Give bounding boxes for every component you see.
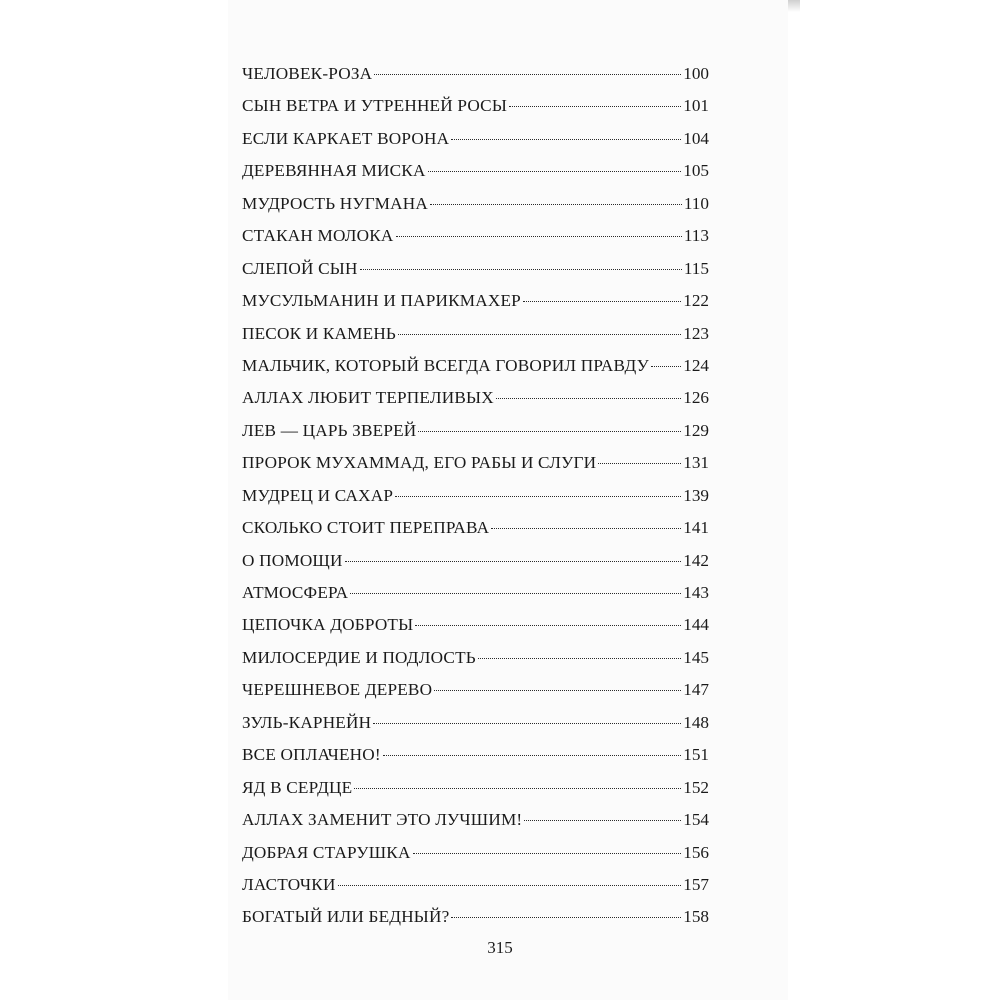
toc-entry-title: ДЕРЕВЯННАЯ МИСКА <box>242 161 426 181</box>
dot-leader <box>396 236 682 237</box>
toc-entry-page: 122 <box>683 291 709 311</box>
toc-entry <box>242 648 709 680</box>
toc-entry <box>242 96 709 128</box>
toc-entry-page: 151 <box>683 745 709 765</box>
toc-entry-title: БОГАТЫЙ ИЛИ БЕДНЫЙ? <box>242 907 450 927</box>
dot-leader <box>451 917 681 918</box>
toc-entry-title: АТМОСФЕРА <box>242 583 349 602</box>
toc-entry-title: МИЛОСЕРДИЕ И ПОДЛОСТЬ <box>242 647 476 667</box>
toc-entry-page: 129 <box>683 420 709 440</box>
toc-entry-title: ПЕСОК И КАМЕНЬ <box>242 323 396 343</box>
toc-entry-page: 148 <box>683 712 709 732</box>
toc-entry-page: 124 <box>683 355 709 375</box>
toc-entry-page: 105 <box>683 161 709 181</box>
dot-leader <box>338 885 682 886</box>
toc-entry-page: 158 <box>683 907 709 927</box>
toc-entry <box>242 129 709 161</box>
toc-entry <box>242 745 709 777</box>
page-number: 315 <box>487 938 513 957</box>
dot-leader <box>395 496 681 497</box>
toc-entry-title: СТАКАН МОЛОКА <box>242 226 394 246</box>
toc-entry-title: ПРОРОК МУХАММАД, ЕГО РАБЫ И СЛУГИ <box>242 453 597 473</box>
toc-entry <box>242 713 709 745</box>
toc-entry <box>242 226 709 258</box>
toc-entry-page: 142 <box>683 550 709 570</box>
toc-entry-page: 126 <box>683 388 709 408</box>
dot-leader <box>345 561 682 562</box>
toc-entry-title: МАЛЬЧИК, КОТОРЫЙ ВСЕГДА ГОВОРИЛ ПРАВДУ <box>242 355 650 375</box>
table-of-contents <box>242 64 709 940</box>
toc-entry-page: 101 <box>683 96 709 116</box>
toc-entry-page: 115 <box>683 258 709 278</box>
dot-leader <box>496 398 681 399</box>
toc-entry <box>242 291 709 323</box>
dot-leader <box>430 204 682 205</box>
dot-leader <box>415 625 681 626</box>
toc-entry <box>242 356 709 388</box>
toc-entry-page: 152 <box>683 777 709 797</box>
dot-leader <box>373 723 681 724</box>
toc-entry-page: 157 <box>683 874 709 894</box>
toc-entry <box>242 810 709 842</box>
toc-entry <box>242 778 709 810</box>
dot-leader <box>434 690 681 691</box>
toc-entry-page: 139 <box>683 485 709 505</box>
toc-entry <box>242 518 709 550</box>
toc-entry-title: ЕСЛИ КАРКАЕТ ВОРОНА <box>242 128 450 148</box>
toc-entry <box>242 843 709 875</box>
dot-leader <box>413 853 682 854</box>
toc-entry-page: 154 <box>683 810 709 830</box>
toc-entry-title: ЛАСТОЧКИ <box>242 874 336 894</box>
toc-entry <box>242 421 709 453</box>
toc-entry-page: 141 <box>683 518 709 538</box>
toc-entry <box>242 194 709 226</box>
toc-entry <box>242 907 709 939</box>
toc-entry-page: 123 <box>683 323 709 343</box>
toc-entry-title: СЛЕПОЙ СЫН <box>242 258 358 278</box>
dot-leader <box>374 74 681 75</box>
toc-entry-title: ЧЕЛОВЕК-РОЗА <box>242 64 373 83</box>
toc-entry-page: 113 <box>683 226 709 246</box>
toc-entry-title: ЗУЛЬ-КАРНЕЙН <box>242 712 372 732</box>
toc-entry-page: 104 <box>683 128 709 148</box>
toc-entry-page: 100 <box>683 64 709 83</box>
dot-leader <box>350 593 681 594</box>
toc-entry-page: 144 <box>683 615 709 635</box>
dot-leader <box>354 788 681 789</box>
toc-entry <box>242 680 709 712</box>
toc-entry-title: ДОБРАЯ СТАРУШКА <box>242 842 411 862</box>
toc-entry-page: 131 <box>683 453 709 473</box>
toc-entry <box>242 324 709 356</box>
toc-entry <box>242 583 709 615</box>
toc-entry-title: О ПОМОЩИ <box>242 550 343 570</box>
dot-leader <box>398 334 681 335</box>
dot-leader <box>651 366 681 367</box>
toc-entry-title: ВСЕ ОПЛАЧЕНО! <box>242 745 381 765</box>
toc-entry <box>242 161 709 193</box>
dot-leader <box>491 528 681 529</box>
toc-entry-page: 145 <box>683 647 709 667</box>
toc-entry-title: ЛЕВ — ЦАРЬ ЗВЕРЕЙ <box>242 420 417 440</box>
toc-entry <box>242 875 709 907</box>
toc-entry <box>242 615 709 647</box>
toc-entry <box>242 388 709 420</box>
dot-leader <box>451 139 681 140</box>
toc-entry-title: ЧЕРЕШНЕВОЕ ДЕРЕВО <box>242 680 433 700</box>
dot-leader <box>360 269 682 270</box>
dot-leader <box>598 463 681 464</box>
toc-entry-title: ЦЕПОЧКА ДОБРОТЫ <box>242 615 414 635</box>
toc-entry-title: СЫН ВЕТРА И УТРЕННЕЙ РОСЫ <box>242 96 508 116</box>
dot-leader <box>509 106 681 107</box>
toc-entry-title: АЛЛАХ ЛЮБИТ ТЕРПЕЛИВЫХ <box>242 388 494 408</box>
toc-entry-page: 143 <box>683 583 709 602</box>
dot-leader <box>523 301 681 302</box>
toc-entry-page: 147 <box>683 680 709 700</box>
toc-entry-page: 156 <box>683 842 709 862</box>
toc-entry <box>242 259 709 291</box>
dot-leader <box>478 658 681 659</box>
toc-entry <box>242 486 709 518</box>
toc-entry-title: ЯД В СЕРДЦЕ <box>242 777 353 797</box>
toc-entry <box>242 64 709 96</box>
toc-entry <box>242 453 709 485</box>
toc-entry-page: 110 <box>683 193 709 213</box>
toc-entry-title: АЛЛАХ ЗАМЕНИТ ЭТО ЛУЧШИМ! <box>242 810 523 830</box>
toc-entry-title: СКОЛЬКО СТОИТ ПЕРЕПРАВА <box>242 518 490 538</box>
dot-leader <box>418 431 681 432</box>
dot-leader <box>524 820 681 821</box>
dot-leader <box>428 171 682 172</box>
toc-entry <box>242 551 709 583</box>
toc-entry-title: МУДРЕЦ И САХАР <box>242 485 394 505</box>
toc-entry-title: МУДРОСТЬ НУГМАНА <box>242 193 428 213</box>
toc-entry-title: МУСУЛЬМАНИН И ПАРИКМАХЕР <box>242 291 521 311</box>
dot-leader <box>383 755 681 756</box>
